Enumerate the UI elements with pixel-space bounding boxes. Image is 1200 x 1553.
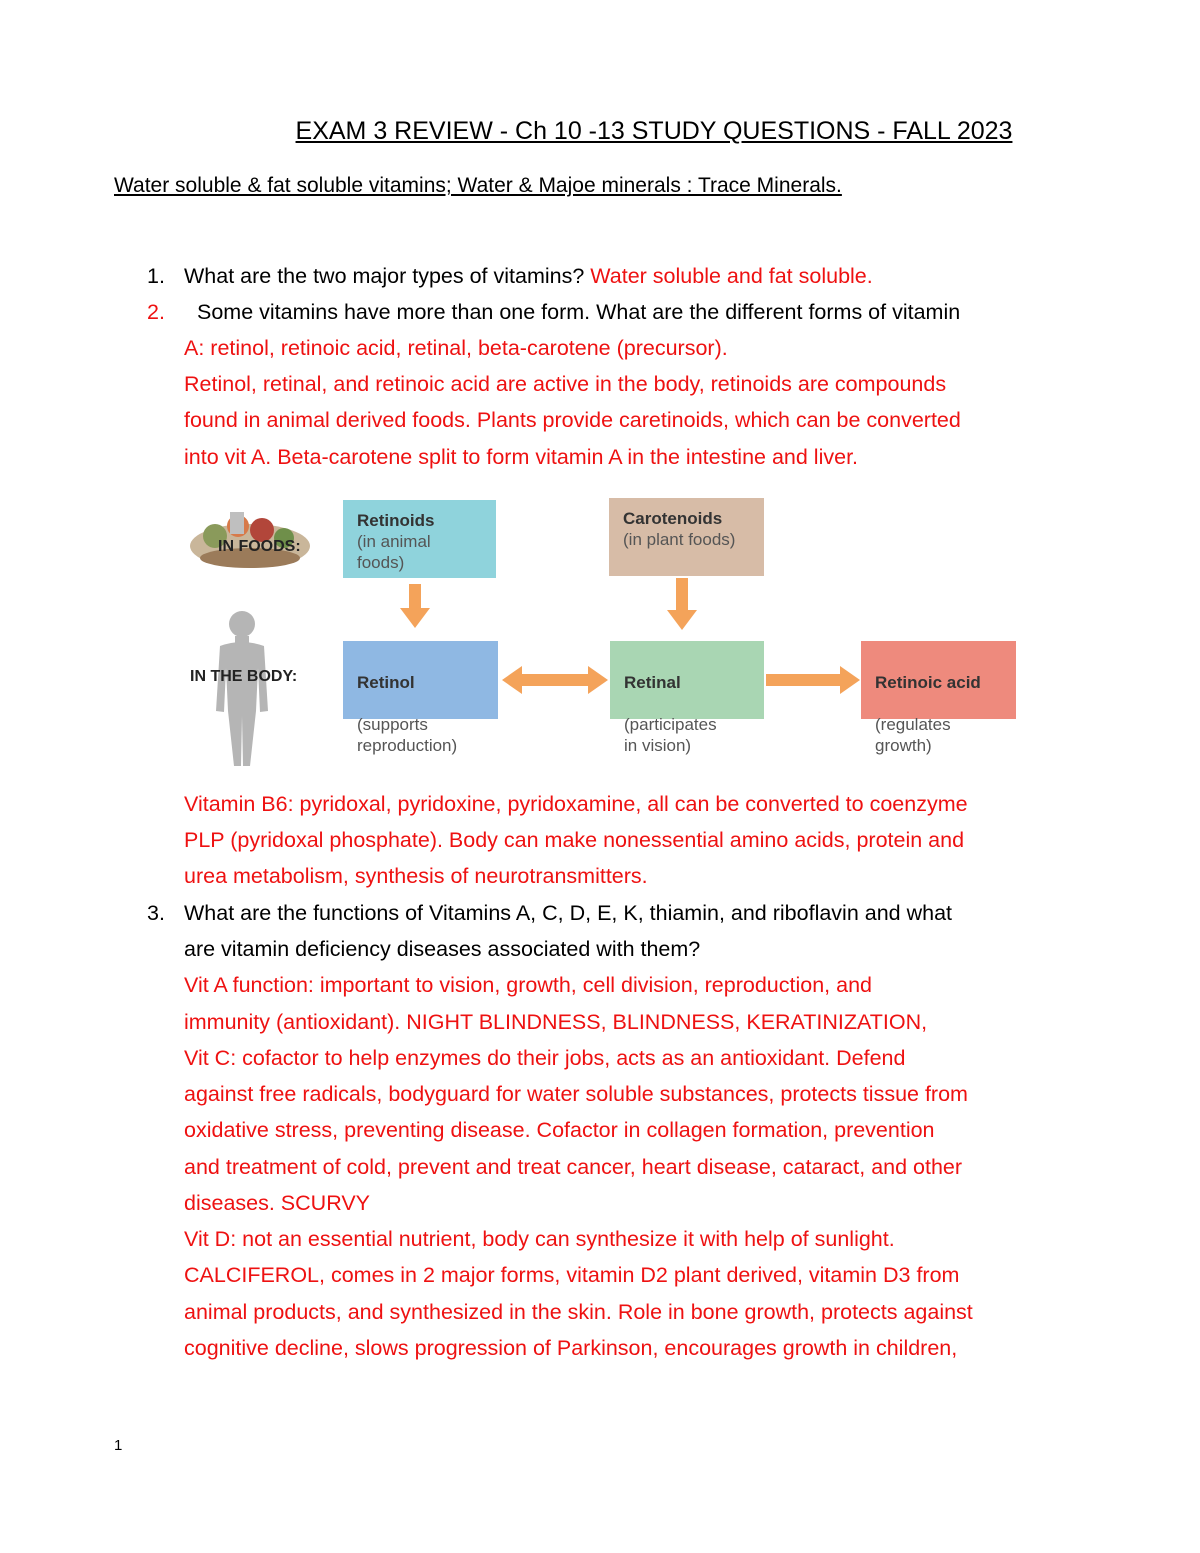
arrow-retinal-to-retinoic-acid bbox=[766, 666, 860, 694]
answer-line: against free radicals, bodyguard for water soluble substances, protects tissue from bbox=[184, 1082, 968, 1106]
retinoids-sub: (in animal foods) bbox=[357, 532, 431, 572]
answer-line: immunity (antioxidant). NIGHT BLINDNESS, BLINDNESS, KERATINIZATION, bbox=[184, 1010, 928, 1034]
retinal-sub: (participates in vision) bbox=[624, 715, 717, 755]
question-number: 3. bbox=[147, 901, 165, 925]
arrow-retinoids-to-retinol bbox=[400, 584, 430, 628]
question-2-text: Some vitamins have more than one form. What are the different forms of vitamin bbox=[197, 300, 961, 324]
retinol-title: Retinol bbox=[357, 673, 415, 692]
vitamin-a-forms-diagram bbox=[180, 496, 1030, 768]
in-body-label: IN THE BODY: bbox=[190, 668, 298, 685]
answer-line: found in animal derived foods. Plants provide caretinoids, which can be converted bbox=[184, 408, 961, 432]
retinoids-title: Retinoids bbox=[357, 511, 435, 530]
retinoids-box bbox=[343, 500, 496, 578]
retinol-sub: (supports reproduction) bbox=[357, 715, 458, 755]
arrow-retinol-retinal-bidirectional bbox=[502, 666, 608, 694]
answer-line: and treatment of cold, prevent and treat cancer, heart disease, cataract, and other bbox=[184, 1155, 963, 1179]
answer-line: cognitive decline, slows progression of Parkinson, encourages growth in children, bbox=[184, 1336, 958, 1360]
retinoic-acid-box bbox=[861, 641, 1016, 755]
answer-line: CALCIFEROL, comes in 2 major forms, vitamin D2 plant derived, vitamin D3 from bbox=[184, 1263, 960, 1287]
answer-line: oxidative stress, preventing disease. Cofactor in collagen formation, prevention bbox=[184, 1118, 935, 1142]
arrow-carotenoids-to-retinal bbox=[667, 578, 697, 630]
answer-text: Water soluble and fat soluble. bbox=[590, 264, 873, 288]
retinal-title: Retinal bbox=[624, 673, 681, 692]
answer-line: urea metabolism, synthesis of neurotransmitters. bbox=[184, 864, 648, 888]
question-3-text: are vitamin deficiency diseases associated with them? bbox=[184, 937, 701, 961]
answer-line: Vit D: not an essential nutrient, body can synthesize it with help of sunlight. bbox=[184, 1227, 895, 1251]
retinoic-acid-sub: (regulates growth) bbox=[875, 715, 951, 755]
carotenoids-sub: (in plant foods) bbox=[623, 530, 736, 549]
answer-line: A: retinol, retinoic acid, retinal, beta-carotene (precursor). bbox=[184, 336, 728, 360]
answer-line: diseases. SCURVY bbox=[184, 1191, 371, 1215]
question-1 bbox=[184, 262, 873, 290]
question-3-text: What are the functions of Vitamins A, C, D, E, K, thiamin, and riboflavin and what bbox=[184, 901, 953, 925]
answer-line: Vitamin B6: pyridoxal, pyridoxine, pyridoxamine, all can be converted to coenzyme bbox=[184, 792, 968, 816]
carotenoids-title: Carotenoids bbox=[623, 509, 723, 528]
page-title: EXAM 3 REVIEW - Ch 10 -13 STUDY QUESTIONS - FALL 2023 bbox=[295, 117, 1013, 145]
in-foods-label: IN FOODS: bbox=[218, 538, 301, 555]
retinal-box bbox=[610, 641, 764, 755]
answer-line: Retinol, retinal, and retinoic acid are active in the body, retinoids are compounds bbox=[184, 372, 947, 396]
answer-line: Vit C: cofactor to help enzymes do their jobs, acts as an antioxidant. Defend bbox=[184, 1046, 906, 1070]
person-silhouette bbox=[216, 611, 268, 766]
retinol-box bbox=[343, 641, 498, 755]
page-number: 1 bbox=[114, 1437, 123, 1454]
retinoic-acid-title: Retinoic acid bbox=[875, 673, 981, 692]
question-number: 2. bbox=[147, 300, 165, 324]
answer-line: Vit A function: important to vision, growth, cell division, reproduction, and bbox=[184, 973, 872, 997]
answer-line: animal products, and synthesized in the skin. Role in bone growth, protects against bbox=[184, 1300, 973, 1324]
question-text: What are the two major types of vitamins? bbox=[184, 264, 591, 288]
answer-line: into vit A. Beta-carotene split to form vitamin A in the intestine and liver. bbox=[184, 445, 859, 469]
page-subtitle: Water soluble & fat soluble vitamins; Water & Majoe minerals : Trace Minerals. bbox=[114, 174, 842, 197]
question-number: 1. bbox=[147, 264, 165, 288]
answer-line: PLP (pyridoxal phosphate). Body can make nonessential amino acids, protein and bbox=[184, 828, 965, 852]
carotenoids-box bbox=[609, 498, 764, 576]
